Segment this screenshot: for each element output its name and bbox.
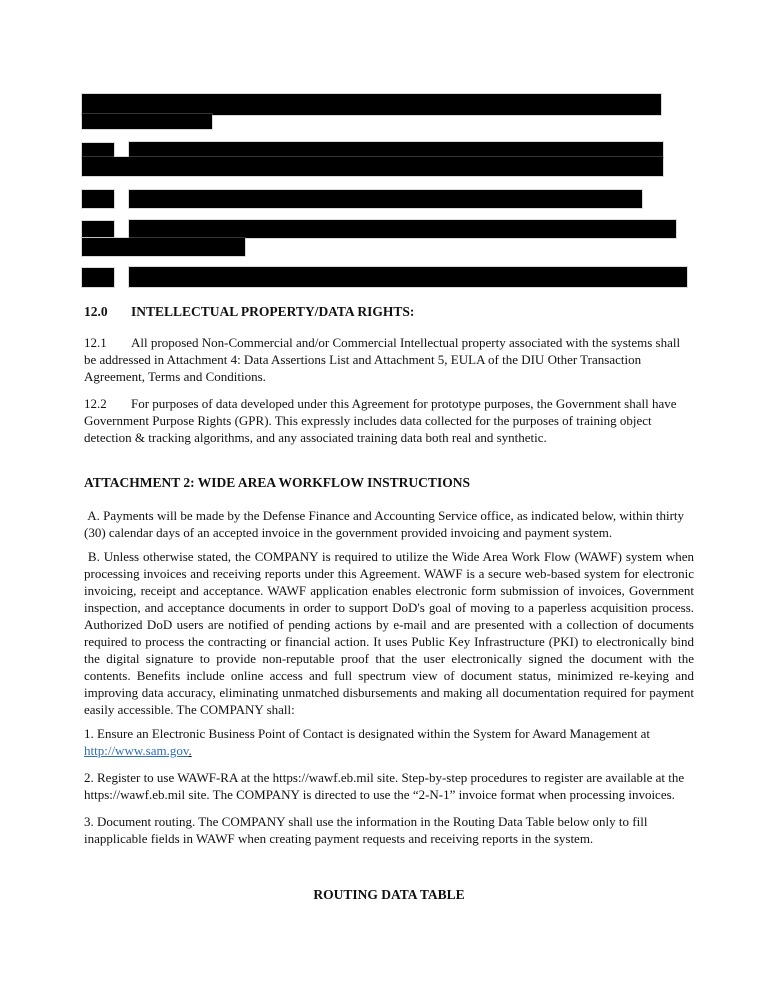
redaction-bar (82, 221, 114, 237)
paragraph-number: 12.1 (84, 335, 107, 350)
routing-data-table-heading: ROUTING DATA TABLE (313, 887, 465, 902)
paragraph-12-2 (84, 395, 694, 446)
link-suffix: . (188, 743, 192, 758)
redaction-bar (82, 238, 245, 256)
redaction-bar (129, 190, 642, 208)
redaction-bar (82, 157, 663, 176)
redaction-bar (129, 142, 663, 158)
paragraph-text: All proposed Non-Commercial and/or Commercial Intellectual property associated with the systems shall be addressed in Attachment 4: Data Assertions List and Attachment 5, EULA of the DIU Other Transaction Agreement, Terms and Conditions. (84, 335, 684, 384)
redaction-bar (82, 190, 114, 208)
redaction-bar (82, 143, 114, 158)
document-body (84, 303, 698, 903)
list-item-1 (84, 725, 694, 759)
redaction-bar (82, 114, 212, 129)
paragraph-text: For purposes of data developed under this Agreement for prototype purposes, the Government shall have Government Purpose Rights (GPR). This expressly includes data collected for the purposes of training object detection & tracking algorithms, and any associated training data both real and synthetic. (84, 396, 680, 445)
paragraph-12-1 (84, 334, 694, 385)
section-number: 12.0 (84, 304, 108, 319)
attachment-2-heading: ATTACHMENT 2: WIDE AREA WORKFLOW INSTRUCTIONS (84, 475, 470, 490)
paragraph-a: A. Payments will be made by the Defense Finance and Accounting Service office, as indicated below, within thirty (30) calendar days of an accepted invoice in the government provided invoicing and payment system. (84, 508, 688, 540)
section-title: INTELLECTUAL PROPERTY/DATA RIGHTS: (131, 304, 415, 319)
sam-gov-link[interactable]: http://www.sam.gov (84, 743, 189, 758)
list-item-2: 2. Register to use WAWF-RA at the https://wawf.eb.mil site. Step-by-step procedures to register are available at the https://wawf.eb.mil site. The COMPANY is directed to use the “2-N-1” invoice format when processing invoices. (84, 770, 688, 802)
paragraph-number: 12.2 (84, 396, 107, 411)
list-item-3: 3. Document routing. The COMPANY shall use the information in the Routing Data Table below only to fill inapplicable fields in WAWF when creating payment requests and receiving reports in the system. (84, 814, 651, 846)
list-item-text: 1. Ensure an Electronic Business Point of Contact is designated within the System for Award Management at (84, 726, 654, 741)
redaction-bar (129, 267, 687, 287)
redaction-bar (82, 268, 114, 287)
redaction-bar (129, 220, 676, 238)
paragraph-b: B. Unless otherwise stated, the COMPANY is required to utilize the Wide Area Work Flow (WAWF) system when processing invoices and receiving reports under this Agreement. WAWF is a secure web-based system for electronic invoicing, receipt and acceptance. WAWF application enables electronic form submission of invoices, Government inspection, and acceptance documents in order to support DoD's goal of moving to a paperless acquisition process. Authorized DoD users are notified of pending actions by e-mail and are presented with a collection of documents required to process the contracting or financial action. It uses Public Key Infrastructure (PKI) to electronically bind the digital signature to provide non-reputable proof that the user electronically signed the document with the contents. Benefits include online access and full spectrum view of document status, minimized re-keying and improving data accuracy, eliminating unmatched disbursements and making all documentation required for payment easily accessible. The COMPANY shall: (84, 549, 698, 717)
redaction-bar (82, 94, 661, 115)
section-12-heading (84, 303, 694, 320)
